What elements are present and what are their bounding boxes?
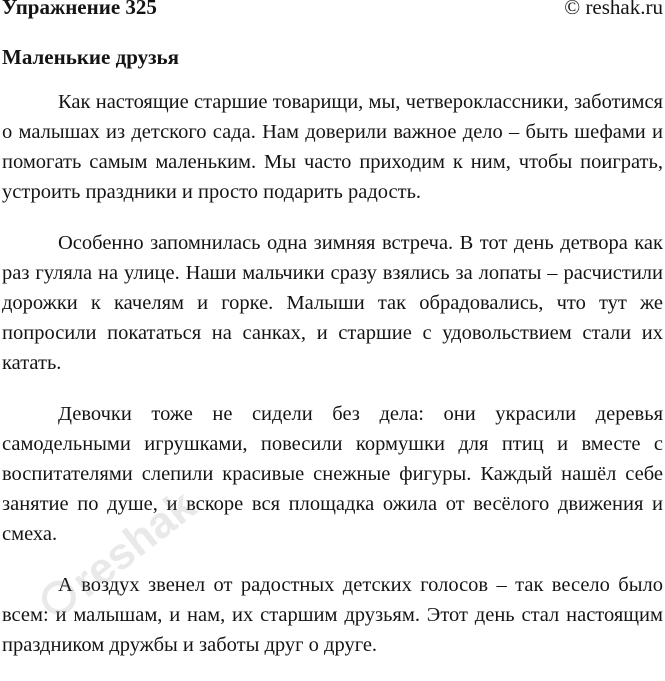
paragraph-2: Особенно запомнилась одна зимняя встреча. В тот день детвора как раз гуляла на улице. Наши мальчики сразу взялись за лопаты – расчистили дорожки к качелям и горке. Малыши так обрадовались, что тут же попросили покататься на санках, и старшие с удовольствием стали их катать. <box>2 232 663 374</box>
exercise-title: Упражнение 325 <box>2 0 157 19</box>
site-label: © reshak.ru <box>564 0 663 19</box>
story-title: Маленькие друзья <box>2 45 180 69</box>
watermark-text: reshak <box>62 480 205 607</box>
paragraph-1: Как настоящие старшие товарищи, мы, четвероклассники, заботимся о малышах из детского сада. Нам доверили важное дело – быть шефами и помогать самым маленьким. Мы часто приходим к ним, чтобы поиграть, устроить праздники и просто подарить радость. <box>2 91 663 203</box>
story-body <box>2 87 663 681</box>
paragraph-3: Девочки тоже не сидели без дела: они украсили деревья самодельными игрушками, повесили кормушки для птиц и вместе с воспитателями слепили красивые снежные фигуры. Каждый нашёл себе занятие по душе, и вскоре вся площадка ожила от весёлого движения и смеха. <box>2 403 663 545</box>
page-header <box>0 0 665 30</box>
paragraph-4: А воздух звенел от радостных детских голосов – так весело было всем: и малышам, и нам, их старшим друзьям. Этот день стал настоящим праздником дружбы и заботы друг о друге. <box>2 574 663 656</box>
